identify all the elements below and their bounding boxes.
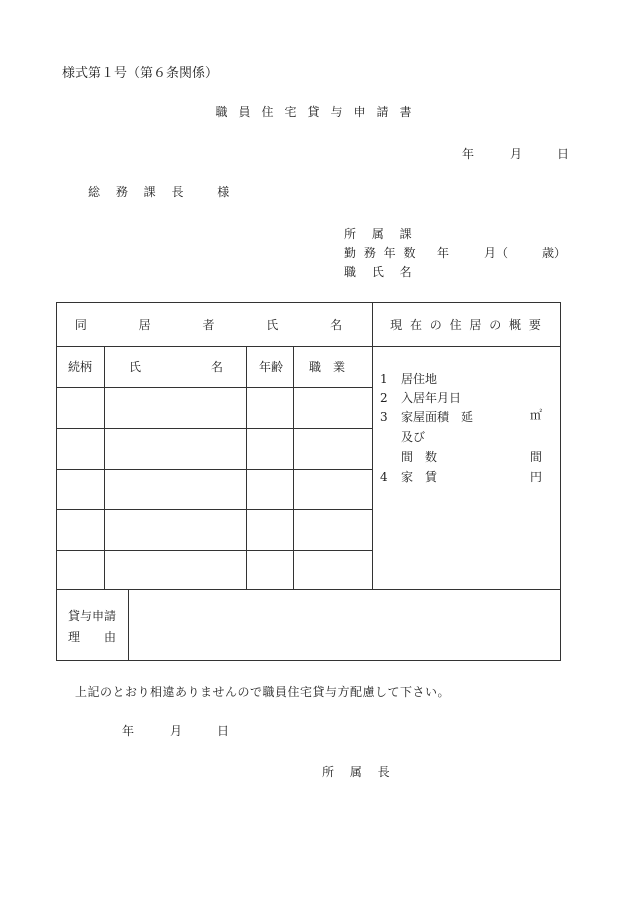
residence-item-3-label: 家屋面積 延 [401,410,474,424]
residence-item-1-number: 1 [380,372,388,386]
date-year-label: 年 [122,724,135,738]
residence-item-4-number: 4 [380,470,388,484]
header-divider [57,346,560,347]
reason-col-divider [128,589,129,660]
col-divider [293,346,294,589]
col-age: 年齢 [259,360,284,374]
residence-item-2-number: 2 [380,391,388,405]
document-title: 職員住宅貸与申請書 [215,105,423,119]
form-number: 様式第１号（第６条関係） [62,66,219,81]
application-table [56,302,561,661]
service-year-unit: 年 [437,246,450,260]
residence-item-3-unit: ㎡ [530,408,543,422]
service-years-row [344,246,567,261]
col-occupation: 職 業 [309,360,346,374]
section-divider [372,303,373,589]
residence-item-4-label: 家 賃 [401,470,438,484]
col-divider [246,346,247,589]
residence-header: 現 在 の 住 居 の 概 要 [390,318,543,332]
date-month-label: 月 [510,147,523,161]
confirmation-statement: 上記のとおり相違ありませんので職員住宅貸与方配慮して下さい。 [75,685,451,699]
age-unit: 歳） [542,246,567,260]
col-name-first-char: 氏 [129,360,142,374]
reason-label-line1: 貸与申請 [68,609,117,623]
service-years-label: 勤 務 年 数 [344,246,418,260]
date-month-label: 月 [170,724,183,738]
residence-item-3c-label: 間 数 [401,450,438,464]
service-month-unit: 月（ [484,246,509,260]
residence-item-3-number: 3 [380,410,388,424]
name-label: 職 氏 名 [344,265,418,279]
col-relation: 続柄 [68,360,93,374]
col-name-second-char: 名 [211,360,224,374]
dept-head-label: 所 属 長 [322,765,396,779]
affiliation-label: 所 属 課 [344,227,418,241]
date-day-label: 日 [217,724,230,738]
cohabitants-header: 同 居 者 氏 名 [74,318,367,332]
addressee: 総 務 課 長 様 [88,185,236,199]
residence-item-3b-label: 及び [401,430,426,444]
residence-item-4-unit: 円 [530,470,543,484]
residence-item-1-label: 居住地 [401,372,438,386]
reason-divider [57,589,560,590]
reason-label-line2: 理 由 [68,630,117,644]
residence-item-3c-unit: 間 [530,450,543,464]
date-day-label: 日 [557,147,570,161]
col-divider [104,346,105,589]
residence-item-2-label: 入居年月日 [401,391,462,405]
date-year-label: 年 [462,147,475,161]
